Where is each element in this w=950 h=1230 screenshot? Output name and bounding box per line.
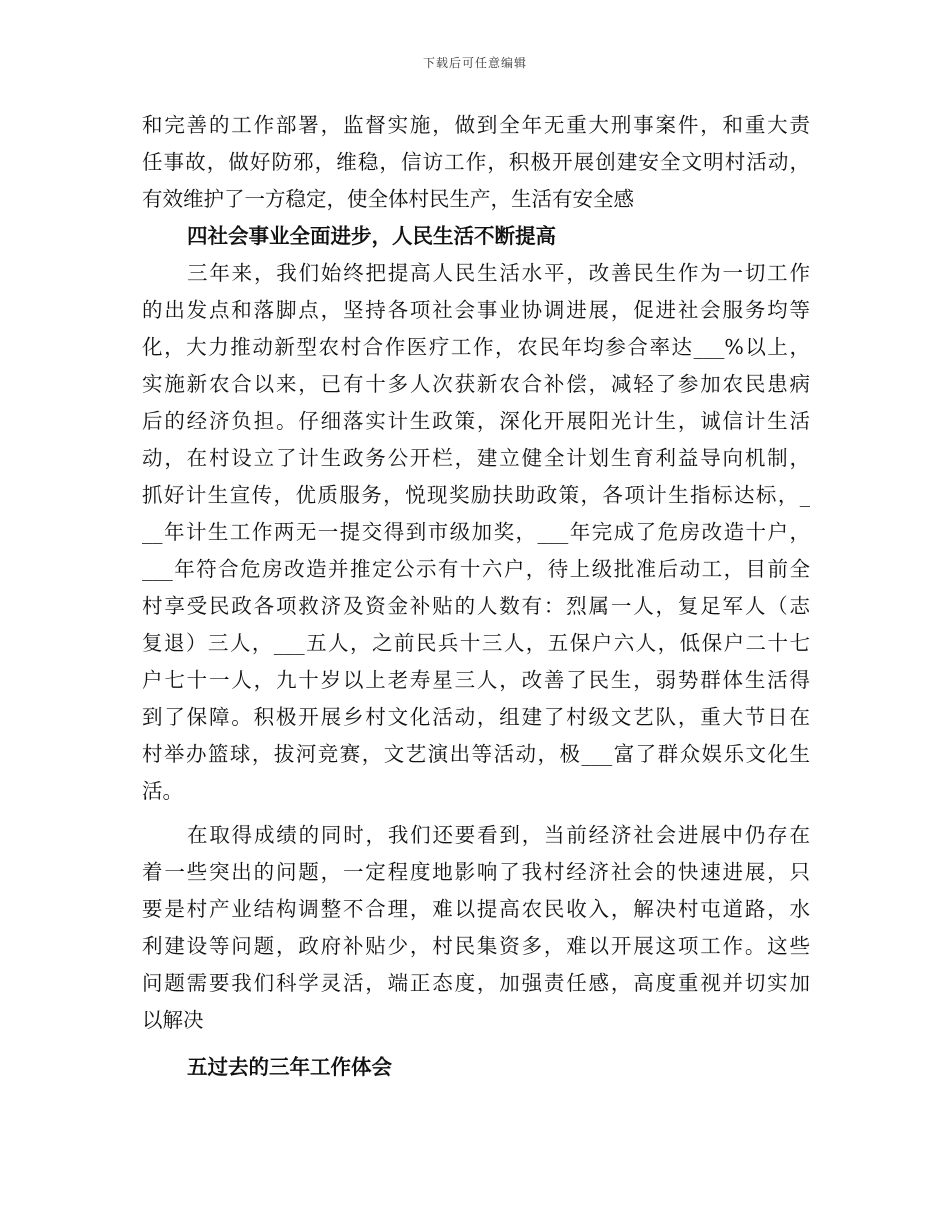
text-line: 的出发点和落脚点，坚持各项社会事业协调进展，促进社会服务均等 (142, 298, 810, 322)
text-line: 到了保障。积极开展乡村文化活动，组建了村级文艺队，重大节日在 (142, 705, 810, 729)
text-line: 和完善的工作部署，监督实施，做到全年无重大刑事案件，和重大责 (142, 113, 810, 137)
paragraph-3 (142, 817, 810, 1039)
text-line: 实施新农合以来，已有十多人次获新农合补偿，减轻了参加农民患病 (142, 372, 810, 396)
text-line: 以解决 (142, 1008, 204, 1032)
text-line: 后的经济负担。仔细落实计生政策，深化开展阳光计生，诚信计生活 (142, 409, 810, 433)
page-header: 下载后可任意编辑 (422, 56, 527, 70)
text-line: 抓好计生宣传，优质服务，悦现奖励扶助政策，各项计生指标达标，_ (142, 483, 810, 507)
text-line: 要是村产业结构调整不合理，难以提高农民收入，解决村屯道路，水 (142, 897, 810, 921)
text-line: 三年来，我们始终把提高人民生活水平，改善民生作为一切工作 (187, 261, 810, 285)
text-line: 化，大力推动新型农村合作医疗工作，农民年均参合率达___%以上， (142, 335, 810, 359)
text-line: 在取得成绩的同时，我们还要看到，当前经济社会进展中仍存在 (187, 823, 810, 847)
text-line: 问题需要我们科学灵活，端正态度，加强责任感，高度重视并切实加 (142, 971, 810, 995)
section-heading-4: 四社会事业全面进步，人民生活不断提高 (187, 224, 556, 248)
text-line: 利建设等问题，政府补贴少，村民集资多，难以开展这项工作。这些 (142, 934, 810, 958)
text-line: 动，在村设立了计生政务公开栏，建立健全计划生育利益导向机制， (142, 446, 810, 470)
text-line: 村享受民政各项救济及资金补贴的人数有：烈属一人，复足军人（志 (142, 594, 810, 618)
text-line: 村举办篮球，拔河竞赛，文艺演出等活动，极___富了群众娱乐文化生 (142, 742, 810, 766)
text-line: 着一些突出的问题，一定程度地影响了我村经济社会的快速进展，只 (142, 860, 810, 884)
document-body (142, 107, 810, 1086)
text-line: 任事故，做好防邪，维稳，信访工作，积极开展创建安全文明村活动， (142, 150, 810, 174)
paragraph-spacer (142, 810, 810, 817)
text-line: 户七十一人，九十岁以上老寿星三人，改善了民生，弱势群体生活得 (142, 668, 810, 692)
text-line: 活。 (142, 779, 183, 803)
text-line: 复退）三人，___五人，之前民兵十三人，五保户六人，低保户二十七 (142, 631, 810, 655)
text-line: __年计生工作两无一提交得到市级加奖，___年完成了危房改造十户， (142, 520, 810, 544)
paragraph-2 (142, 255, 810, 810)
text-line: ___年符合危房改造并推定公示有十六户，待上级批准后动工，目前全 (142, 557, 810, 581)
paragraph-spacer (142, 1039, 810, 1049)
section-heading-5: 五过去的三年工作体会 (187, 1055, 392, 1079)
text-line: 有效维护了一方稳定，使全体村民生产，生活有安全感 (142, 187, 634, 211)
paragraph-1 (142, 107, 810, 218)
